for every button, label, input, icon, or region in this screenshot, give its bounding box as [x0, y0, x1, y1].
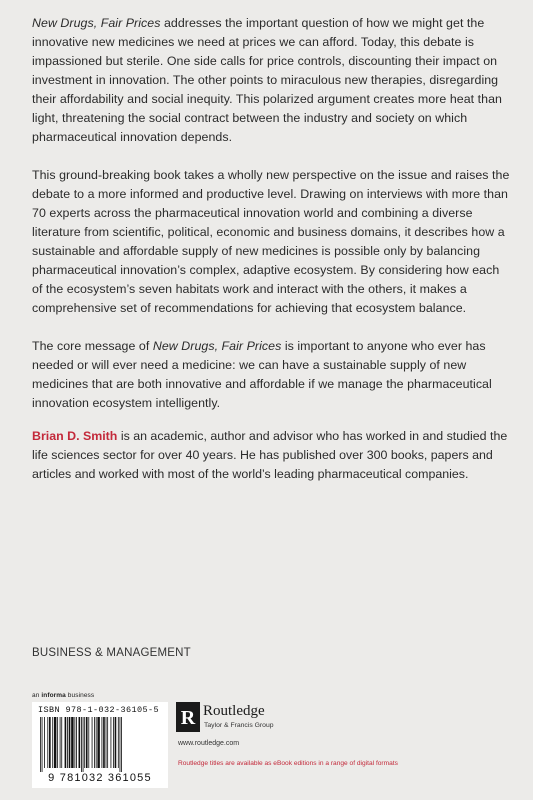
barcode-bar	[120, 717, 121, 772]
book-blurb	[32, 14, 512, 432]
barcode-bar	[81, 717, 82, 772]
barcode-bar	[49, 717, 51, 768]
barcode-bar	[96, 717, 97, 768]
barcode-bar	[113, 717, 114, 768]
barcode-bar	[115, 717, 117, 768]
barcode-bar	[84, 717, 85, 768]
informa-brand: informa	[41, 692, 66, 699]
barcode-bar	[40, 717, 41, 772]
isbn-barcode	[32, 702, 168, 788]
barcode-bar	[76, 717, 77, 768]
book-title-italic: New Drugs, Fair Prices	[152, 339, 282, 353]
barcode-bar	[52, 717, 53, 768]
barcode-bar	[54, 717, 56, 768]
barcode-bar	[94, 717, 95, 768]
author-bio-text: is an academic, author and advisor who has worked in and studied the life sciences sector for over 40 years. He has published over 300 books, papers and articles and worked with most of the world’s leading pharmaceutical companies.	[32, 429, 508, 481]
barcode-bar	[92, 717, 93, 768]
barcode-bar	[118, 717, 119, 768]
informa-business-label	[32, 692, 94, 699]
barcode-bar	[47, 717, 48, 768]
isbn-text: ISBN 978-1-032-36105-5	[38, 705, 160, 715]
barcode-bar	[79, 717, 81, 768]
barcode-bar	[111, 717, 112, 768]
publisher-group: Taylor & Francis Group	[204, 722, 274, 729]
barcode-bar	[42, 717, 43, 772]
barcode-digits: 9 781032 361055	[48, 772, 152, 784]
barcode-bar	[60, 717, 61, 768]
barcode-bar	[106, 717, 107, 768]
blurb-text: The core message of	[32, 339, 153, 353]
author-bio	[32, 427, 512, 484]
blurb-text: is important to anyone who ever has needed or will ever need a medicine: we can have a sustainable supply of new medicines that are both innovative and affordable if we manage the pharmaceutical innovation ecosystem intelligently.	[32, 339, 492, 410]
barcode-bar	[61, 717, 62, 768]
barcode-bar	[86, 717, 88, 768]
blurb-paragraph-2: This ground-breaking book takes a wholly new perspective on the issue and raises the debate to a more informed and productive level. Drawing on interviews with more than 70 experts across the pharmaceutical innovation world and combining a diverse literature from scientific, political, economic and business domains, it describes how a sustainable and affordable supply of new medicines is possible only by balancing pharmaceutical innovation’s complex, adaptive ecosystem. By considering how each of the ecosystem’s seven habitats work and interact with the others, it makes a comprehensive set of recommendations for achieving that ecosystem balance.	[32, 168, 510, 315]
blurb-paragraph-1	[32, 14, 512, 147]
blurb-paragraph-3	[32, 337, 512, 413]
barcode-bar	[69, 717, 71, 768]
blurb-text: addresses the important question of how we might get the innovative new medicines we need at prices we can afford. Today, this debate is impassioned but sterile. One side calls for price controls, discounting their impact on investment in innovation. The other points to miraculous new therapies, disregarding their affordability and social inequity. This polarized argument creates more heat than light, threatening the social contract between the industry and society on which pharmaceutical innovation depends.	[32, 16, 502, 144]
subject-category: BUSINESS & MANAGEMENT	[32, 647, 191, 659]
barcode-bar	[65, 717, 67, 768]
barcode-bar	[74, 717, 75, 768]
routledge-logo-icon	[176, 702, 200, 732]
publisher-url: www.routledge.com	[178, 740, 240, 747]
barcode-bar	[103, 717, 105, 768]
barcode-bar	[67, 717, 68, 768]
logo-letter: R	[180, 707, 196, 729]
informa-suffix: business	[65, 692, 95, 699]
barcode-bar	[102, 717, 103, 768]
barcode-bars	[38, 717, 162, 772]
book-title-italic: New Drugs, Fair Prices	[32, 16, 161, 30]
barcode-bar	[97, 717, 99, 768]
publisher-name: Routledge	[203, 703, 265, 719]
informa-prefix: an	[32, 692, 42, 699]
barcode-bar	[71, 717, 73, 768]
barcode-bar	[88, 717, 89, 768]
barcode-bar	[107, 717, 108, 768]
ebook-note: Routledge titles are available as eBook editions in a range of digital formats	[178, 760, 398, 767]
barcode-bar	[44, 717, 45, 768]
barcode-bar	[83, 717, 84, 772]
barcode-bar	[121, 717, 122, 772]
barcode-bar	[57, 717, 58, 768]
author-name: Brian D. Smith	[32, 429, 118, 443]
